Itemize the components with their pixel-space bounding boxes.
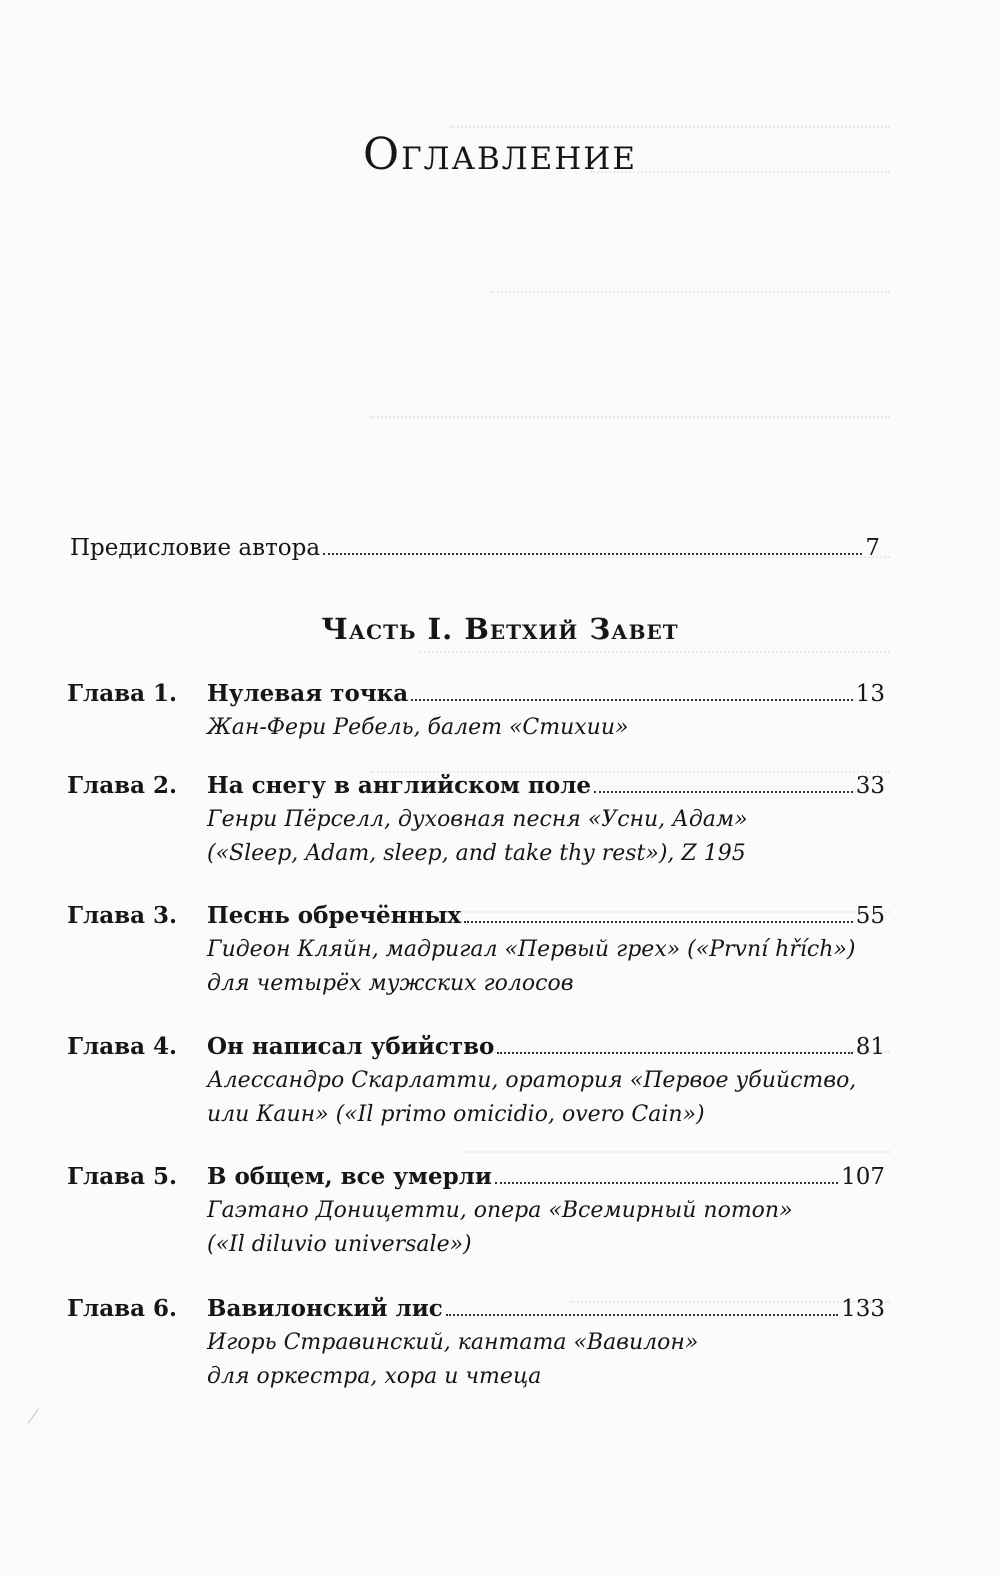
dot-leader: [411, 681, 853, 701]
chapter-description: [207, 1064, 885, 1132]
chapter-page: 81: [855, 1034, 885, 1060]
toc-entry-chapter-4[interactable]: [55, 1033, 885, 1132]
dot-leader: [464, 903, 853, 923]
chapter-description: [207, 1326, 885, 1394]
description-line: или Каин» («Il primo omicidio, overo Cain»): [207, 1102, 705, 1127]
chapter-title: Он написал убийство: [207, 1033, 495, 1060]
description-line: Жан-Фери Ребель, балет «Стихии»: [207, 715, 629, 740]
preface-title: Предисловие автора: [70, 535, 321, 561]
chapter-label: Глава 1.: [67, 680, 177, 707]
chapter-title: Песнь обречённых: [207, 902, 462, 929]
toc-entry-chapter-3[interactable]: [55, 902, 885, 1001]
chapter-title: Нулевая точка: [207, 680, 409, 707]
chapter-page: 55: [855, 903, 885, 929]
chapter-label: Глава 4.: [67, 1033, 177, 1060]
part-heading: Часть I. Ветхий Завет: [321, 612, 679, 646]
dot-leader: [446, 1296, 838, 1316]
toc-entry-chapter-2[interactable]: [55, 772, 885, 871]
toc-entry-chapter-1[interactable]: [55, 680, 885, 745]
description-line: для оркестра, хора и чтеца: [207, 1364, 542, 1389]
description-line: Алессандро Скарлатти, оратория «Первое убийство,: [207, 1068, 857, 1093]
dot-leader: [323, 535, 862, 555]
chapter-label: Глава 3.: [67, 902, 177, 929]
description-line: Гаэтано Доницетти, опера «Всемирный потоп»: [207, 1198, 793, 1223]
description-line: Гидеон Кляйн, мадригал «Первый грех» («První hřích»): [207, 937, 856, 962]
chapter-label: Глава 6.: [67, 1295, 177, 1322]
chapter-title: В общем, все умерли: [207, 1163, 492, 1190]
description-line: («Il diluvio universale»): [207, 1232, 472, 1257]
description-line: Игорь Стравинский, кантата «Вавилон»: [207, 1330, 699, 1355]
toc-entry-chapter-5[interactable]: [55, 1163, 885, 1262]
toc-entry-preface[interactable]: [70, 535, 880, 571]
chapter-page: 133: [841, 1296, 885, 1322]
chapter-title: Вавилонский лис: [207, 1295, 443, 1322]
chapter-description: [207, 803, 885, 871]
chapter-description: [207, 933, 885, 1001]
chapter-title: На снегу в английском поле: [207, 772, 592, 799]
page-mark: [28, 1408, 47, 1429]
description-line: Генри Пёрселл, духовная песня «Усни, Адам»: [207, 807, 748, 832]
chapter-page: 107: [841, 1164, 885, 1190]
dot-leader: [497, 1034, 852, 1054]
description-line: («Sleep, Adam, sleep, and take thy rest»), Z 195: [207, 841, 746, 866]
dot-leader: [594, 773, 853, 793]
preface-page: 7: [865, 535, 880, 561]
chapter-page: 33: [855, 773, 885, 799]
page-title: Оглавление: [363, 129, 637, 181]
chapter-label: Глава 2.: [67, 772, 177, 799]
chapter-description: [207, 711, 885, 745]
chapter-label: Глава 5.: [67, 1163, 177, 1190]
chapter-page: 13: [855, 681, 885, 707]
chapter-description: [207, 1194, 885, 1262]
toc-entry-chapter-6[interactable]: [55, 1295, 885, 1394]
dot-leader: [495, 1164, 838, 1184]
description-line: для четырёх мужских голосов: [207, 971, 574, 996]
